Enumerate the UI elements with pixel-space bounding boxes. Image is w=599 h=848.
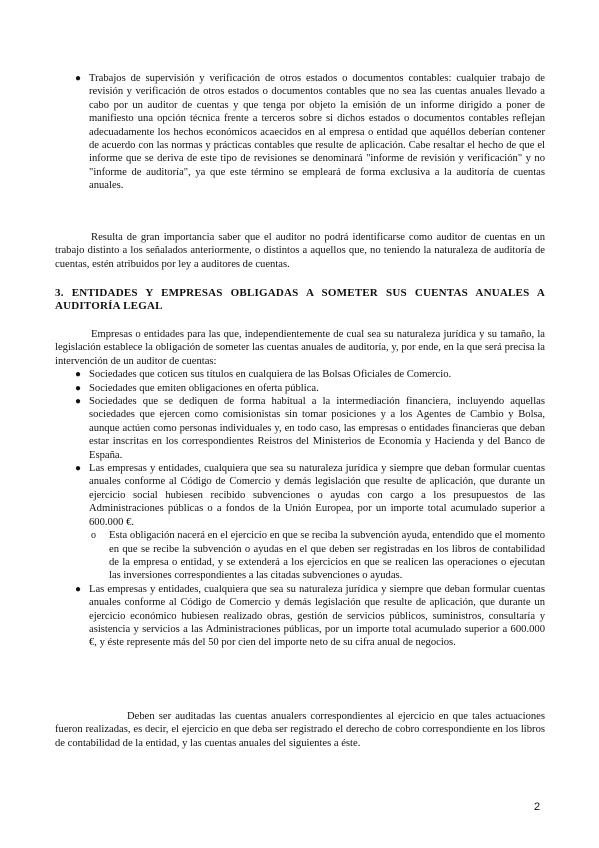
- bullet-text: Sociedades que coticen sus títulos en cualquiera de las Bolsas Oficiales de Comercio.: [89, 369, 452, 381]
- section-heading: [55, 287, 545, 313]
- list-item: [55, 395, 545, 462]
- page-number: 2: [534, 801, 541, 813]
- list-item: [55, 462, 545, 529]
- paragraph: [55, 231, 545, 271]
- circle-bullet-icon: o: [91, 530, 96, 542]
- bullet-text: Las empresas y entidades, cualquiera que sea su naturaleza jurídica y siempre que deban formular cuentas anuales conforme al Código de Comercio y demás legislación que resulte de aplicación, que durante un ejercicio social hubiesen recibido subvenciones o ayudas con cargo a los presupuestos de las Administraciones públicas o a fondos de la Unión Europea, por un importe total acumulado superior a 600.000 €.: [89, 463, 545, 528]
- obligations-list-continued: [55, 583, 545, 650]
- bullet-icon: ●: [75, 396, 82, 408]
- bullet-text: Sociedades que se dediquen de forma habitual a la intermediación financiera, incluyendo aquellas sociedades que ejercen como comisionistas sin tomar posiciones y a los Agentes de Cambio y Bolsa, aunque actúen como personas individuales y, en todo caso, las empresas o entidades financieras que deban estar inscritas en los correspondientes Reistros del Ministerios de Economía y Hacienda y del Banco de España.: [89, 396, 545, 461]
- list-item: [55, 382, 545, 395]
- heading-text: 3. ENTIDADES Y EMPRESAS OBLIGADAS A SOMETER SUS CUENTAS ANUALES A AUDITORÍA LEGAL: [55, 287, 545, 312]
- sub-bullet-text: Esta obligación nacerá en el ejercicio en que se reciba la subvención ayuda, entendido que el momento en que se recibe la subvención o ayudas en el que deben ser registradas en los libros de contabilidad de la empresa o entidad, y se extenderá a los ejercicios en que se realicen las operaciones o ejecutan las inversiones correspondientes a las citadas subvenciones o ayudas.: [109, 530, 545, 582]
- bullet-text: Trabajos de supervisión y verificación de otros estados o documentos contables: cualquier trabajo de revisión y verificación de otros estados o documentos contables que no sea las cuentas anuales llevado a cabo por un auditor de cuentas y que tenga por objeto la emisión de un informe dirigido a poner de manifiesto una opción técnica frente a terceros sobre si dichos estados o documentos contables reflejan adecuadamente los hechos económicos acaecidos en al empresa o entidad que aquéllos deberían contener de acuerdo con las normas y prácticas contables que resulte de aplicación. Cabe resaltar el hecho de que el informe que se deriva de este tipo de revisiones se denominará "informe de revisión y verificación" y no "informe de auditoría", ya que este término se empleará de forma exclusiva a la auditoría de cuentas anuales.: [89, 73, 545, 192]
- bullet-icon: ●: [75, 463, 82, 475]
- section-body: [55, 328, 545, 650]
- paragraph-text: Resulta de gran importancia saber que el auditor no podrá identificarse como auditor de cuentas en un trabajo distinto a los señalados anteriormente, o distintos a aquellos que, no teniendo la naturaleza de auditoría de cuentas, estén atribuidos por ley a auditores de cuentas.: [55, 232, 545, 270]
- bullet-icon: ●: [75, 369, 82, 381]
- intro-text: Empresas o entidades para las que, independientemente de cual sea su naturaleza jurídica y su tamaño, la legislación establece la obligación de someter las cuentas anuales de auditoría, y, por ende, en la que será precisa la intervención de un auditor de cuentas:: [55, 329, 545, 367]
- list-item: [55, 72, 545, 193]
- obligations-list: [55, 368, 545, 529]
- top-bullet-list: [55, 72, 545, 193]
- bullet-icon: ●: [75, 382, 82, 394]
- final-paragraph: [55, 710, 545, 750]
- sub-bullet-list: [55, 529, 545, 583]
- bullet-icon: ●: [75, 583, 82, 595]
- list-item: [55, 583, 545, 650]
- list-item: [89, 529, 545, 583]
- bullet-text: Las empresas y entidades, cualquiera que sea su naturaleza jurídica y siempre que deban formular cuentas anuales conforme al Código de Comercio y demás legislación que resulte de aplicación, que durante un ejercicio económico hubiesen realizado obras, gestión de servicios públicos, suministros, consultaría y asistencia y servicios a las Administraciones públicas, por un importe total acumulado superior a 600.000 €, y éste represente más del 50 por cien del importe neto de su cifra anual de negocios.: [89, 583, 545, 649]
- bullet-icon: ●: [75, 73, 82, 84]
- bullet-text: Sociedades que emiten obligaciones en oferta pública.: [89, 382, 319, 394]
- paragraph-text: Deben ser auditadas las cuentas anualers correspondientes al ejercicio en que tales actuaciones fueron realizadas, es decir, el ejercicio en que deba ser registrado el derecho de cobro correspondiente en los libros de contabilidad de la entidad, y las cuentas anuales del siguientes a éste.: [55, 711, 545, 749]
- list-item: [55, 368, 545, 381]
